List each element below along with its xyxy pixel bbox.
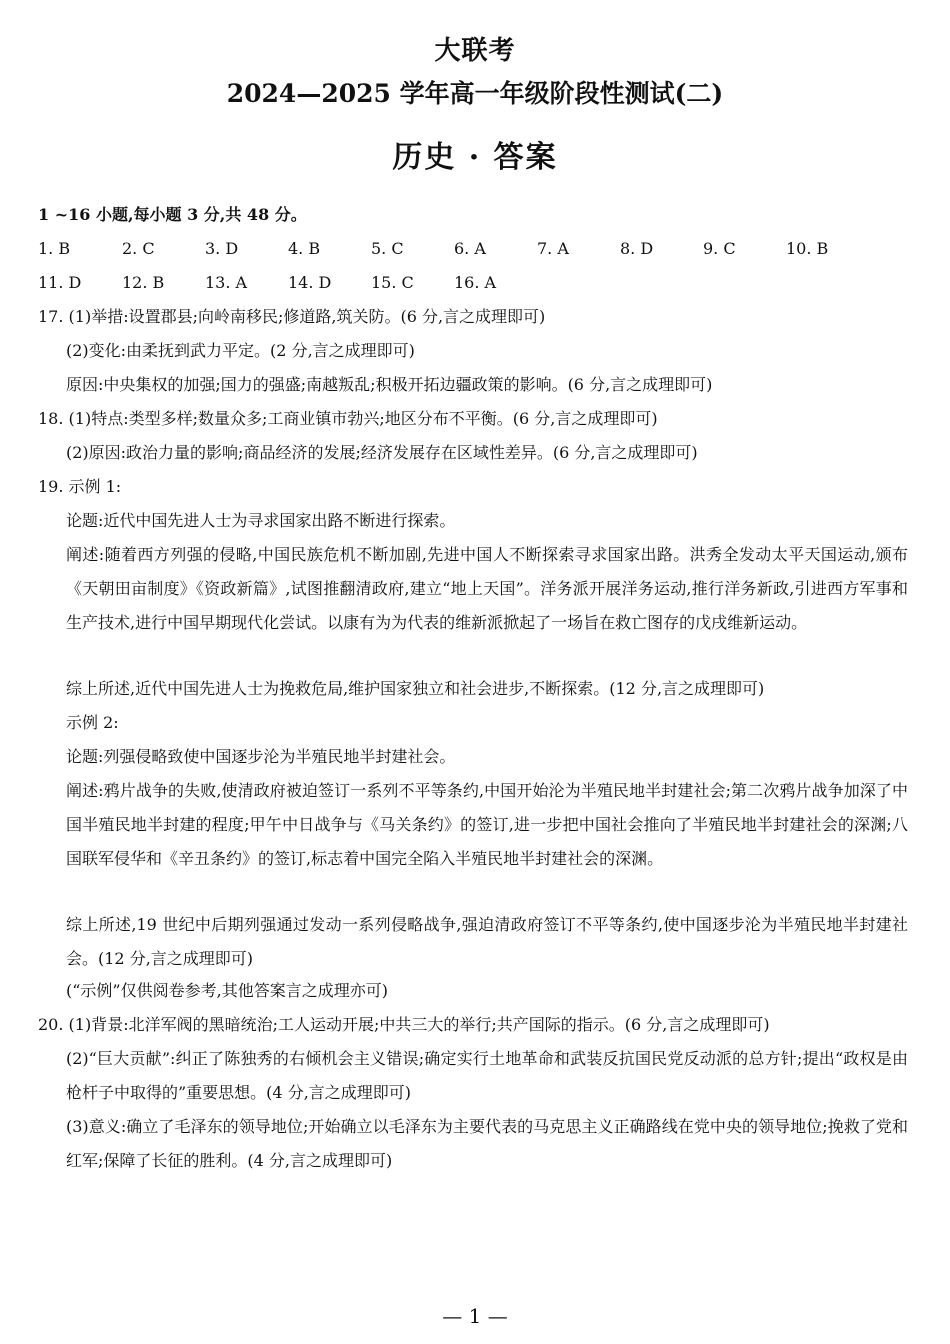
- q17-part1: 17. (1)举措:设置郡县;向岭南移民;修道路,筑关防。(6 分,言之成理即可): [38, 307, 546, 326]
- q20-part3: [66, 1110, 908, 1178]
- q19-example2-body-text: 阐述:鸦片战争的失败,使清政府被迫签订一系列不平等条约,中国开始沦为半殖民地半封建社会;第二次鸦片战争加深了中国半殖民地半封建的程度;甲午中日战争与《马关条约》的签订,进一步把中国社会推向了半殖民地半封建社会的深渊;八国联军侵华和《辛丑条约》的签订,标志着中国完全陷入半殖民地半封建社会的深渊。: [66, 781, 908, 868]
- q19-example1-label: 19. 示例 1:: [38, 477, 122, 496]
- q19-example1-thesis: 论题:近代中国先进人士为寻求国家出路不断进行探索。: [66, 511, 456, 530]
- q19-example2-body: [66, 774, 908, 876]
- mc-answer: 9. C: [703, 239, 736, 258]
- q20-part1: 20. (1)背景:北洋军阀的黑暗统治;工人运动开展;中共三大的举行;共产国际的指示。(6 分,言之成理即可): [38, 1015, 770, 1034]
- mc-answer: 8. D: [620, 239, 654, 258]
- q19-example1-body-text: 阐述:随着西方列强的侵略,中国民族危机不断加剧,先进中国人不断探索寻求国家出路。洪秀全发动太平天国运动,颁布《天朝田亩制度》《资政新篇》,试图推翻清政府,建立“地上天国”。洋务派开展洋务运动,推行洋务新政,引进西方军事和生产技术,进行中国早期现代化尝试。以康有为为代表的维新派掀起了一场旨在救亡图存的戊戌维新运动。: [66, 545, 908, 632]
- mc-answer: 4. B: [288, 239, 321, 258]
- q17-part2-reason: 原因:中央集权的加强;国力的强盛;南越叛乱;积极开拓边疆政策的影响。(6 分,言之成理即可): [66, 375, 713, 394]
- q19-example2-label: 示例 2:: [66, 713, 119, 732]
- q20-part3-text: (3)意义:确立了毛泽东的领导地位;开始确立以毛泽东为主要代表的马克思主义正确路线在党中央的领导地位;挽救了党和红军;保障了长征的胜利。(4 分,言之成理即可): [66, 1117, 908, 1170]
- mc-answer: 14. D: [288, 273, 332, 292]
- subject-title: 历史 · 答案: [392, 140, 558, 175]
- mc-answer: 11. D: [38, 273, 82, 292]
- mc-intro: 1 ~16 小题,每小题 3 分,共 48 分。: [38, 205, 307, 224]
- q20-part2-text: (2)“巨大贡献”:纠正了陈独秀的右倾机会主义错误;确定实行土地革命和武装反抗国民党反动派的总方针;提出“政权是由枪杆子中取得的”重要思想。(4 分,言之成理即可): [66, 1049, 908, 1102]
- mc-answer: 15. C: [371, 273, 414, 292]
- q19-note: (“示例”仅供阅卷参考,其他答案言之成理亦可): [66, 981, 388, 1000]
- q19-example2-summary-text: 综上所述,19 世纪中后期列强通过发动一系列侵略战争,强迫清政府签订不平等条约,使中国逐步沦为半殖民地半封建社会。(12 分,言之成理即可): [66, 915, 908, 968]
- mc-answer: 12. B: [122, 273, 165, 292]
- exam-title: 2024—2025 学年高一年级阶段性测试(二): [226, 79, 724, 108]
- mc-answer: 2. C: [122, 239, 155, 258]
- q19-example2-thesis: 论题:列强侵略致使中国逐步沦为半殖民地半封建社会。: [66, 747, 456, 766]
- q19-example1-summary: 综上所述,近代中国先进人士为挽救危局,维护国家独立和社会进步,不断探索。(12 分,言之成理即可): [66, 679, 765, 698]
- q17-part2: (2)变化:由柔抚到武力平定。(2 分,言之成理即可): [66, 341, 415, 360]
- mc-answer: 5. C: [371, 239, 404, 258]
- mc-answer: 3. D: [205, 239, 239, 258]
- q20-part2: [66, 1042, 908, 1110]
- page-number: — 1 —: [442, 1304, 508, 1328]
- q18-part2: (2)原因:政治力量的影响;商品经济的发展;经济发展存在区域性差异。(6 分,言之成理即可): [66, 443, 698, 462]
- mc-answer: 1. B: [38, 239, 71, 258]
- q19-example2-summary: [66, 908, 908, 976]
- q19-example1-body: [66, 538, 908, 640]
- mc-answer: 16. A: [454, 273, 497, 292]
- q18-part1: 18. (1)特点:类型多样;数量众多;工商业镇市勃兴;地区分布不平衡。(6 分,言之成理即可): [38, 409, 658, 428]
- mc-answer: 6. A: [454, 239, 486, 258]
- exam-series-title: 大联考: [434, 36, 516, 66]
- mc-answer: 10. B: [786, 239, 829, 258]
- mc-answer: 13. A: [205, 273, 248, 292]
- mc-answer: 7. A: [537, 239, 569, 258]
